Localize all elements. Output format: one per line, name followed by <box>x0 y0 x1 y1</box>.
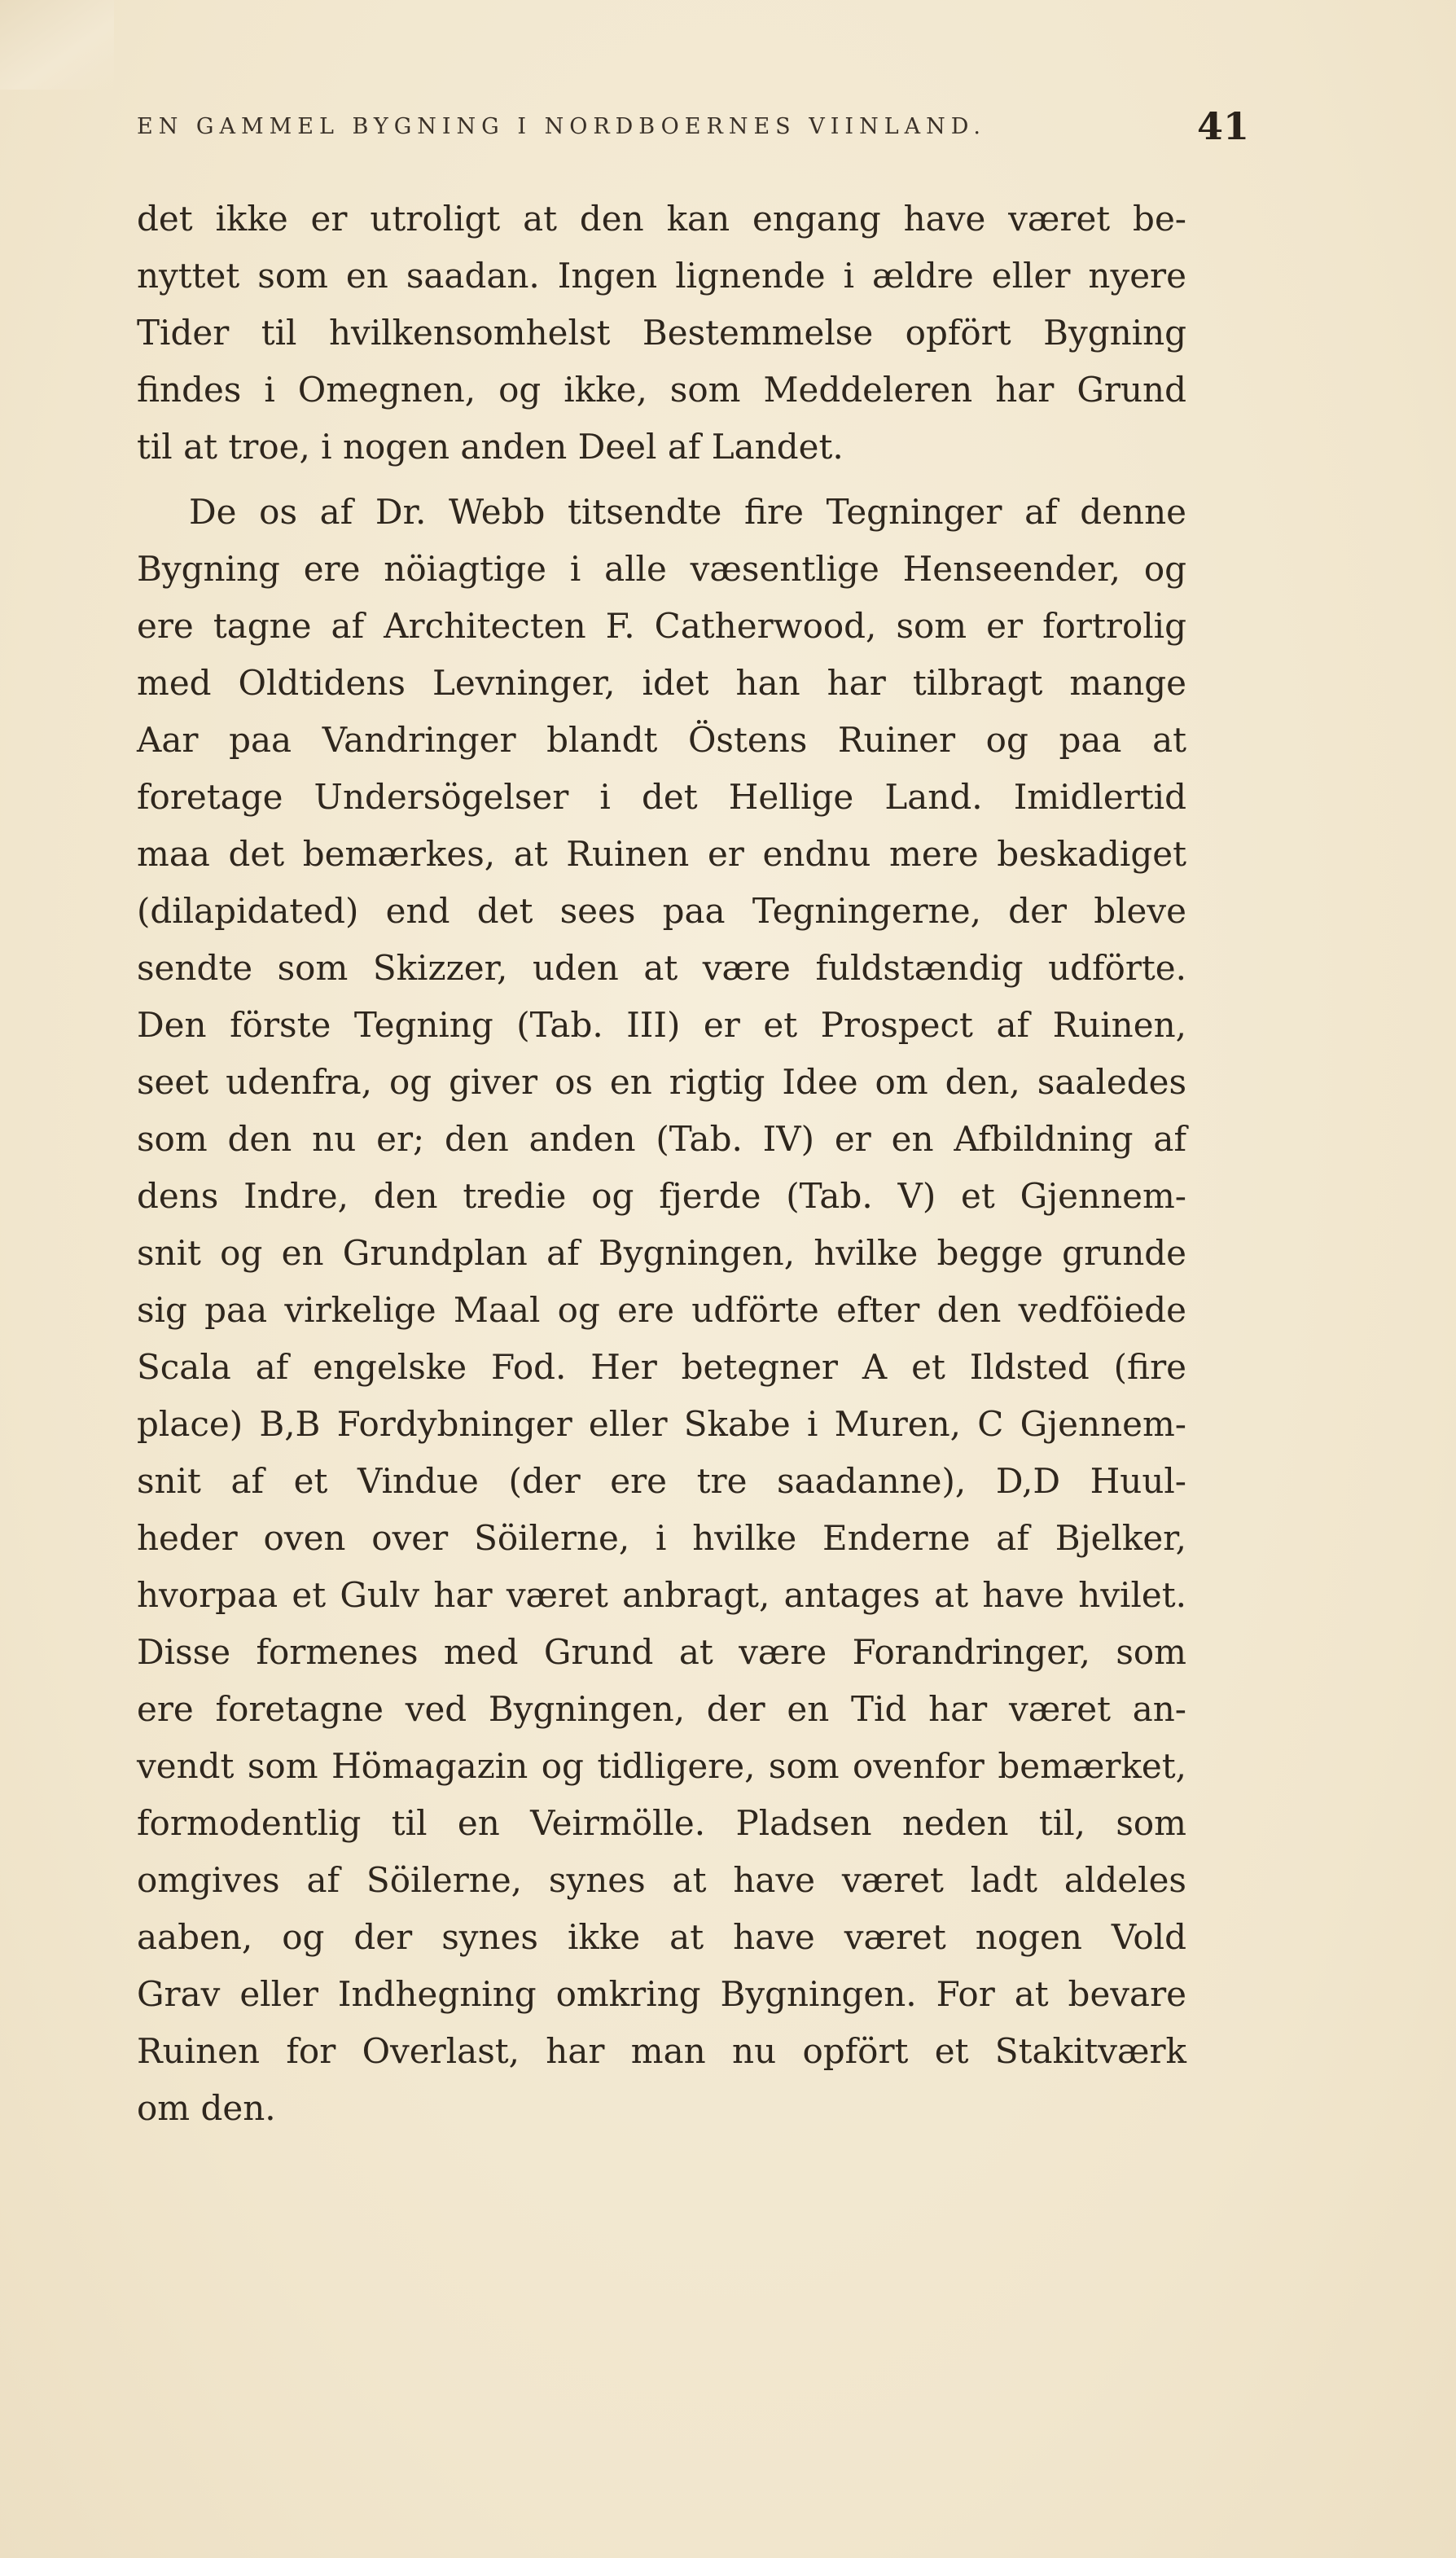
text-line: Grav eller Indhegning omkring Bygningen. For at bevare <box>137 1974 1186 2014</box>
text-line: som den nu er; den anden (Tab. IV) er en Afbildning af <box>137 1119 1186 1159</box>
page-corner-fold <box>0 0 114 90</box>
text-line: heder oven over Söilerne, i hvilke Enderne af Bjelker, <box>137 1518 1186 1558</box>
text-line: Ruinen for Overlast, har man nu opfört et Stakitværk <box>137 2031 1186 2071</box>
text-line: om den. <box>137 2088 276 2128</box>
text-line: snit af et Vindue (der ere tre saadanne), D,D Huul- <box>137 1461 1186 1501</box>
text-line: dens Indre, den tredie og fjerde (Tab. V) et Gjennem- <box>137 1176 1186 1216</box>
text-line: ere tagne af Architecten F. Catherwood, som er fortrolig <box>137 606 1186 646</box>
text-line: formodentlig til en Veirmölle. Pladsen neden til, som <box>137 1803 1186 1843</box>
text-line: hvorpaa et Gulv har været anbragt, antages at have hvilet. <box>137 1575 1186 1615</box>
text-line: seet udenfra, og giver os en rigtig Idee om den, saaledes <box>137 1062 1186 1102</box>
running-header-title: EN GAMMEL BYGNING I NORDBOERNES VIINLAND. <box>137 114 987 139</box>
text-line: findes i Omegnen, og ikke, som Meddeleren har Grund <box>137 370 1186 410</box>
text-line: foretage Undersögelser i det Hellige Land. Imidlertid <box>137 777 1186 817</box>
text-line: place) B,B Fordybninger eller Skabe i Muren, C Gjennem- <box>137 1404 1186 1444</box>
text-line: Disse formenes med Grund at være Forandringer, som <box>137 1632 1186 1672</box>
text-line: De os af Dr. Webb titsendte fire Tegninger af denne <box>189 492 1186 532</box>
text-line: (dilapidated) end det sees paa Tegningerne, der bleve <box>137 891 1186 931</box>
text-line: Aar paa Vandringer blandt Östens Ruiner og paa at <box>137 720 1186 760</box>
text-line: nyttet som en saadan. Ingen lignende i ældre eller nyere <box>137 256 1186 296</box>
text-line: maa det bemærkes, at Ruinen er endnu mere beskadiget <box>137 834 1186 874</box>
page-number: 41 <box>1197 104 1250 148</box>
text-line: vendt som Hömagazin og tidligere, som ovenfor bemærket, <box>137 1746 1186 1786</box>
text-line: Bygning ere nöiagtige i alle væsentlige Henseender, og <box>137 549 1186 589</box>
text-line: sig paa virkelige Maal og ere udförte efter den vedföiede <box>137 1290 1186 1330</box>
text-line: snit og en Grundplan af Bygningen, hvilke begge grunde <box>137 1233 1186 1273</box>
text-line: omgives af Söilerne, synes at have været ladt aldeles <box>137 1860 1186 1900</box>
text-line: til at troe, i nogen anden Deel af Landet. <box>137 427 844 467</box>
text-line: Scala af engelske Fod. Her betegner A et Ildsted (fire <box>137 1347 1186 1387</box>
text-line: Den förste Tegning (Tab. III) er et Prospect af Ruinen, <box>137 1005 1186 1045</box>
text-line: aaben, og der synes ikke at have været nogen Vold <box>137 1917 1186 1957</box>
text-line: sendte som Skizzer, uden at være fuldstændig udförte. <box>137 948 1186 988</box>
text-line: Tider til hvilkensomhelst Bestemmelse opfört Bygning <box>137 313 1186 353</box>
text-line: det ikke er utroligt at den kan engang have været be- <box>137 199 1186 239</box>
text-line: med Oldtidens Levninger, idet han har tilbragt mange <box>137 663 1186 703</box>
text-line: ere foretagne ved Bygningen, der en Tid har været an- <box>137 1689 1186 1729</box>
